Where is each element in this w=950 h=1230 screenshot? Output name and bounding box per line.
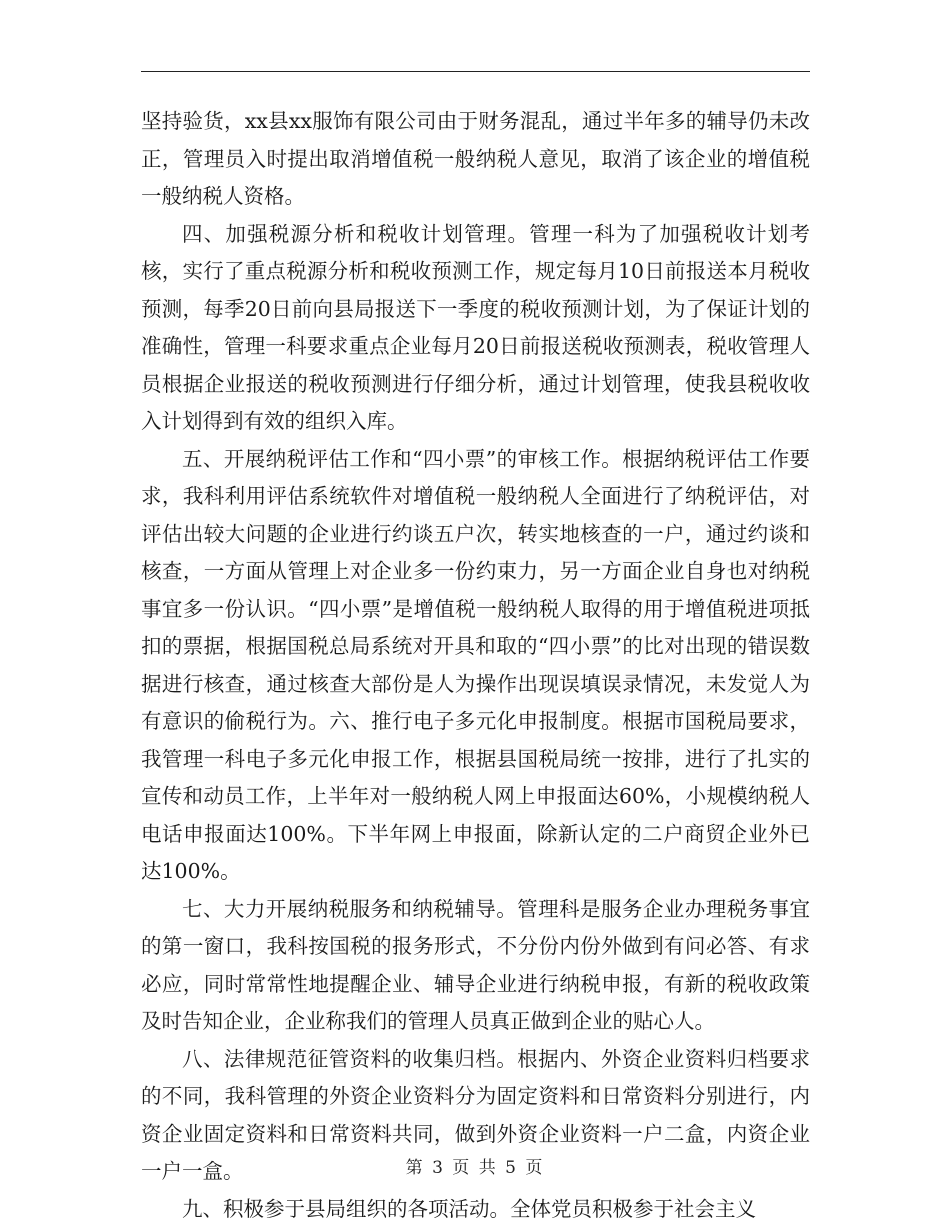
header-rule	[141, 71, 810, 72]
paragraph-section-7: 七、大力开展纳税服务和纳税辅导。管理科是服务企业办理税务事宜的第一窗口，我科按国税的报务形式，不分份内份外做到有问必答、有求必应，同时常常性地提醒企业、辅导企业进行纳税申报，有新的税收政策及时告知企业，企业称我们的管理人员真正做到企业的贴心人。	[141, 896, 810, 1033]
page-number-footer: 第 3 页 共 5 页	[405, 1158, 545, 1178]
paragraph-section-8: 八、法律规范征管资料的收集归档。根据内、外资企业资料归档要求的不同，我科管理的外资企业资料分为固定资料和日常资料分别进行，内资企业固定资料和日常资料共同，做到外资企业资料一户二盒，内资企业一户一盒。	[141, 1046, 810, 1183]
paragraph-section-4: 四、加强税源分析和税收计划管理。管理一科为了加强税收计划考核，实行了重点税源分析和税收预测工作，规定每月10日前报送本月税收预测，每季20日前向县局报送下一季度的税收预测计划，为了保证计划的准确性，管理一科要求重点企业每月20日前报送税收预测表，税收管理人员根据企业报送的税收预测进行仔细分析，通过计划管理，使我县税收收入计划得到有效的组织入库。	[141, 221, 810, 433]
document-body	[141, 103, 810, 1228]
paragraph-section-9: 九、积极参于县局组织的各项活动。全体党员积极参于社会主义	[182, 1196, 756, 1221]
paragraph-continuation: 坚持验货，xx县xx服饰有限公司由于财务混乱，通过半年多的辅导仍未改正，管理员入时提出取消增值税一般纳税人意见，取消了该企业的增值税一般纳税人资格。	[141, 109, 810, 208]
paragraph-section-5-6: 五、开展纳税评估工作和“四小票”的审核工作。根据纳税评估工作要求，我科利用评估系统软件对增值税一般纳税人全面进行了纳税评估，对评估出较大问题的企业进行约谈五户次，转实地核查的一户，通过约谈和核查，一方面从管理上对企业多一份约束力，另一方面企业自身也对纳税事宜多一份认识。“四小票”是增值税一般纳税人取得的用于增值税进项抵扣的票据，根据国税总局系统对开具和取的“四小票”的比对出现的错误数据进行核查，通过核查大部份是人为操作出现误填误录情况，未发觉人为有意识的偷税行为。六、推行电子多元化申报制度。根据市国税局要求，我管理一科电子多元化申报工作，根据县国税局统一按排，进行了扎实的宣传和动员工作，上半年对一般纳税人网上申报面达60%，小规模纳税人电话申报面达100%。下半年网上申报面，除新认定的二户商贸企业外已达100%。	[141, 446, 810, 883]
